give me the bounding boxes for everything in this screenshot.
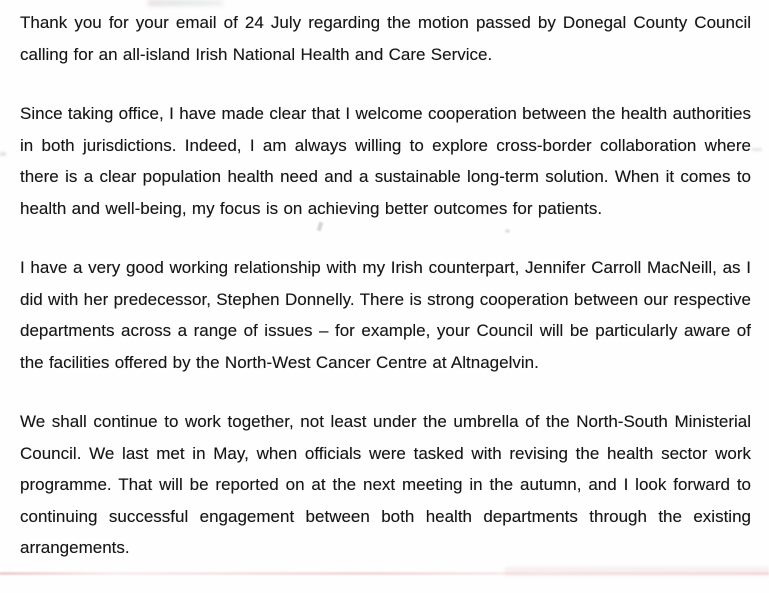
letter-paragraph: We shall continue to work together, not least under the umbrella of the North-South Ministerial Council. We last met in May, when officials were tasked with revising the health sector work programme. That will be reported on at the next meeting in the autumn, and I look forward to continuing successful engagement between both health departments through the existing arrangements. [20,412,751,557]
letter-paragraph: I have a very good working relationship with my Irish counterpart, Jennifer Carroll MacNeill, as I did with her predecessor, Stephen Donnelly. There is strong cooperation between our respective departments across a range of issues – for example, your Council will be particularly aware of the facilities offered by the North-West Cancer Centre at Altnagelvin. [20,258,751,372]
letter-body [20,7,751,564]
scan-artifact-top-smudge [148,0,223,6]
scan-artifact-bottom-line [0,572,769,575]
scan-artifact-speck [0,152,6,156]
letter-paragraph: Thank you for your email of 24 July regarding the motion passed by Donegal County Council calling for an all-island Irish National Health and Care Service. [20,13,751,64]
scan-artifact-bottom-band [505,567,769,576]
scan-artifact-speck [752,148,762,151]
letter-paragraph: Since taking office, I have made clear that I welcome cooperation between the health authorities in both jurisdictions. Indeed, I am always willing to explore cross-border collaboration where there is a clear population health need and a sustainable long-term solution. When it comes to health and well-being, my focus is on achieving better outcomes for patients. [20,104,751,218]
